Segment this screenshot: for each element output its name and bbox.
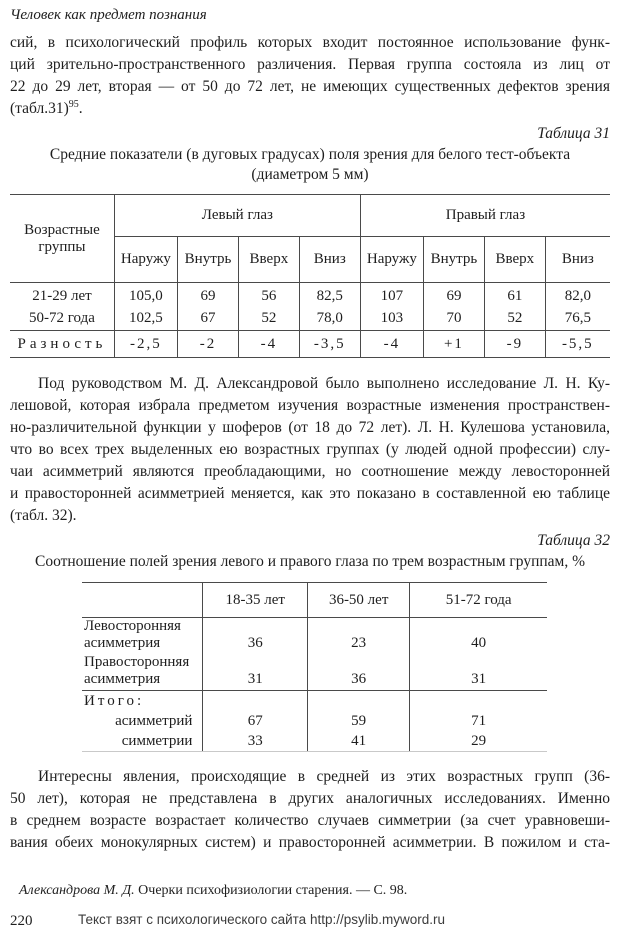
table-row bbox=[10, 307, 610, 331]
table31-caption bbox=[10, 145, 610, 185]
column-header-cell: Внутрь bbox=[423, 237, 484, 283]
sentence-period: . bbox=[78, 100, 83, 117]
value-cell: 70 bbox=[423, 307, 484, 331]
value-cell: 76,5 bbox=[545, 307, 610, 331]
row-label-cell bbox=[82, 654, 203, 691]
empty-cell bbox=[308, 691, 410, 712]
column-header-cell: Вверх bbox=[485, 237, 546, 283]
value-cell: 31 bbox=[203, 654, 308, 691]
table31 bbox=[10, 194, 610, 358]
paragraph-line: в среднем возрасте возрастает количество случаев симметрии (за счет уравновеши- bbox=[10, 812, 610, 829]
paragraph-line bbox=[10, 98, 610, 120]
table32 bbox=[82, 582, 547, 752]
table-row bbox=[82, 654, 547, 691]
paragraph-line: Интересны явления, происходящие в средней из этих возрастных групп (36- bbox=[38, 768, 610, 785]
diff-label-cell: Разность bbox=[10, 331, 114, 358]
footnote-author: Александрова М. Д. bbox=[19, 883, 135, 898]
value-cell: 23 bbox=[308, 618, 410, 655]
column-header-cell: Вверх bbox=[239, 237, 300, 283]
footnote bbox=[10, 881, 610, 900]
value-cell: 29 bbox=[410, 732, 547, 752]
col-header-cell: 36-50 лет bbox=[308, 583, 410, 618]
paragraph-line: ций зрительно-пространственного различения. Первая группа состояла из лиц от bbox=[10, 56, 610, 73]
table32-caption: Соотношение полей зрения левого и правого глаза по трем возрастным группам, % bbox=[34, 553, 586, 570]
diff-value-cell: -4 bbox=[360, 331, 423, 358]
page-number: 220 bbox=[10, 913, 33, 929]
value-cell: 105,0 bbox=[114, 283, 177, 307]
paragraph-line: сий, в психологический профиль которых входит постоянное использование функ- bbox=[10, 34, 610, 51]
paragraph-line: лешовой, которая избрала предметом изучения возрастные изменения пространствен- bbox=[10, 397, 610, 414]
value-cell: 67 bbox=[177, 307, 238, 331]
column-header-cell: Наружу bbox=[114, 237, 177, 283]
value-cell: 52 bbox=[485, 307, 546, 331]
value-cell: 56 bbox=[239, 283, 300, 307]
column-header-cell: Вниз bbox=[545, 237, 610, 283]
row-label-line1: Правосторонняя bbox=[84, 654, 190, 670]
table31-caption-line1: Средние показатели (в дуговых градусах) поля зрения для белого тест-объекта bbox=[49, 146, 571, 163]
left-eye-group-header: Левый глаз bbox=[114, 195, 360, 237]
paragraph-line: (табл. 32). bbox=[10, 507, 77, 524]
row-label-cell: 21-29 лет bbox=[32, 287, 92, 304]
paragraph-line: вания обеих монокулярных систем) и правосторонней асимметрии. В пожилом и ста- bbox=[10, 834, 610, 851]
paragraph-line: но-различительной функции у шоферов (от 18 до 72 лет). Л. Н. Кулешова установила, bbox=[10, 419, 610, 436]
empty-cell bbox=[203, 691, 308, 712]
diff-value-cell: -3,5 bbox=[299, 331, 360, 358]
age-groups-header-cell: Возрастные группы bbox=[10, 195, 114, 283]
value-cell: 59 bbox=[308, 712, 410, 732]
value-cell: 41 bbox=[308, 732, 410, 752]
value-cell: 71 bbox=[410, 712, 547, 732]
paragraph-line: чаи асимметрий являются преобладающими, но соотношение между левосторонней bbox=[10, 463, 610, 480]
table32-label: Таблица 32 bbox=[537, 532, 610, 549]
value-cell: 33 bbox=[203, 732, 308, 752]
empty-corner-cell bbox=[82, 583, 203, 618]
value-cell: 82,5 bbox=[299, 283, 360, 307]
diff-value-cell: -5,5 bbox=[545, 331, 610, 358]
diff-value-cell: -9 bbox=[485, 331, 546, 358]
column-header-cell: Наружу bbox=[360, 237, 423, 283]
footnote-reference-95: 95 bbox=[68, 98, 79, 110]
value-cell: 36 bbox=[203, 618, 308, 655]
row-label-cell: асимметрий bbox=[115, 713, 193, 729]
value-cell: 69 bbox=[177, 283, 238, 307]
paragraph-3 bbox=[10, 766, 610, 854]
value-cell: 36 bbox=[308, 654, 410, 691]
row-label-line1: Левосторонняя bbox=[84, 618, 181, 634]
value-cell: 82,0 bbox=[545, 283, 610, 307]
column-header-cell: Вниз bbox=[299, 237, 360, 283]
value-cell: 107 bbox=[360, 283, 423, 307]
diff-value-cell: -2,5 bbox=[114, 331, 177, 358]
value-cell: 103 bbox=[360, 307, 423, 331]
value-cell: 52 bbox=[239, 307, 300, 331]
row-label-cell: 50-72 года bbox=[29, 309, 95, 326]
table31-caption-line2: (диаметром 5 мм) bbox=[251, 166, 369, 183]
site-attribution: Текст взят с психологического сайта http://psylib.myword.ru bbox=[78, 912, 445, 927]
paragraph-line: и правосторонней асимметрией меняется, как это показано в составленной ею таблице bbox=[10, 485, 610, 502]
row-label-cell: симметрии bbox=[82, 732, 203, 752]
value-cell: 61 bbox=[485, 283, 546, 307]
paragraph-line: Под руководством М. Д. Александровой было выполнено исследование Л. Н. Ку- bbox=[38, 375, 610, 392]
paragraph-line: что во всех трех выделенных ею возрастных группах (у людей одной профессии) слу- bbox=[10, 441, 610, 458]
value-cell: 40 bbox=[410, 618, 547, 655]
footnote-text: Очерки психофизиологии старения. — С. 98. bbox=[134, 883, 408, 898]
value-cell: 31 bbox=[410, 654, 547, 691]
page-footer bbox=[10, 911, 610, 931]
row-label-cell bbox=[82, 618, 203, 655]
table-row bbox=[82, 732, 547, 752]
table31-label: Таблица 31 bbox=[537, 125, 610, 142]
paragraph-2 bbox=[10, 373, 610, 527]
right-eye-group-header: Правый глаз bbox=[360, 195, 610, 237]
table-row bbox=[82, 712, 547, 732]
paragraph-line: 50 лет), которая не представлена в других аналогичных исследованиях. Именно bbox=[10, 790, 610, 807]
totals-header-row bbox=[82, 691, 547, 712]
empty-cell bbox=[410, 691, 547, 712]
table-reference: (табл.31) bbox=[10, 100, 69, 117]
paragraph-line: 22 до 29 лет, вторая — от 50 до 72 лет, не имеющих существенных дефектов зрения bbox=[10, 78, 610, 95]
column-header-cell: Внутрь bbox=[177, 237, 238, 283]
col-header-cell: 51-72 года bbox=[410, 583, 547, 618]
running-header: Человек как предмет познания bbox=[10, 7, 207, 23]
totals-label-cell: Итого: bbox=[82, 691, 203, 712]
paragraph-1 bbox=[10, 32, 610, 120]
diff-value-cell: -2 bbox=[177, 331, 238, 358]
row-label-line2: асимметрия bbox=[84, 635, 161, 651]
table-row bbox=[10, 283, 610, 307]
diff-value-cell: -4 bbox=[239, 331, 300, 358]
row-label-line2: асимметрия bbox=[84, 671, 161, 687]
col-header-cell: 18-35 лет bbox=[203, 583, 308, 618]
value-cell: 69 bbox=[423, 283, 484, 307]
table-row bbox=[82, 618, 547, 655]
value-cell: 78,0 bbox=[299, 307, 360, 331]
table-row-difference bbox=[10, 331, 610, 358]
diff-value-cell: +1 bbox=[423, 331, 484, 358]
value-cell: 67 bbox=[203, 712, 308, 732]
value-cell: 102,5 bbox=[114, 307, 177, 331]
